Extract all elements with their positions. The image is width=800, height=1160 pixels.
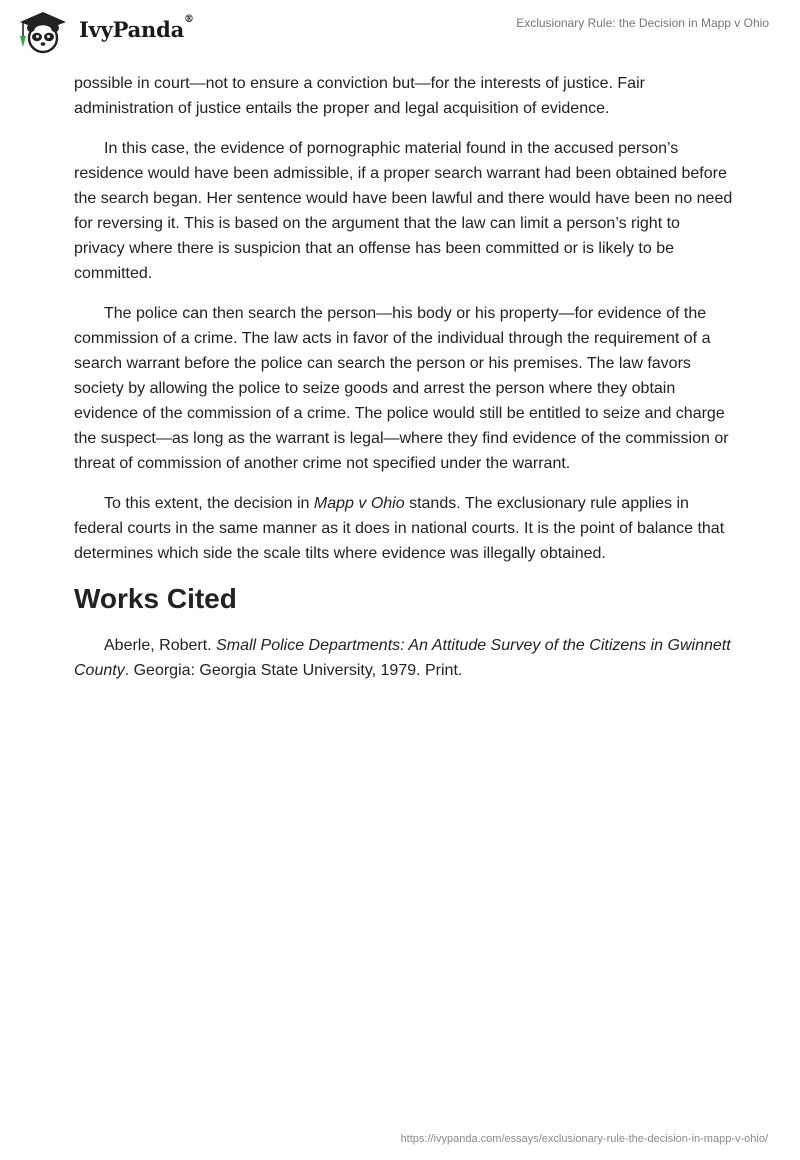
- paragraph-admissibility: In this case, the evidence of pornographic material found in the accused person’s residence would have been admissible, if a proper search warrant had been obtained before the search began. Her sentence would have been lawful and there would have been no need for reversing it. This is based on the argument that the law can limit a person’s right to privacy where there is suspicion that an offense has been committed or is likely to be committed.: [74, 140, 733, 282]
- paragraph-continued: possible in court—not to ensure a conviction but—for the interests of justice. Fair administration of justice entails the proper and legal acquisition of evidence.: [74, 75, 645, 117]
- brand-name[interactable]: IvyPanda®: [79, 14, 194, 42]
- case-name: Mapp v Ohio: [313, 495, 405, 512]
- document-title: Exclusionary Rule: the Decision in Mapp v Ohio: [516, 16, 769, 30]
- citation-entry: Aberle, Robert. Small Police Departments: An Attitude Survey of the Citizens in Gwinnett County. Georgia: Georgia State University, 1979. Print.: [74, 637, 731, 679]
- source-url[interactable]: https://ivypanda.com/essays/exclusionary-rule-the-decision-in-mapp-v-ohio/: [400, 1133, 768, 1145]
- paragraph-police-search: The police can then search the person—his body or his property—for evidence of the commission of a crime. The law acts in favor of the individual through the requirement of a search warrant before the police can search the person or his premises. The law favors society by allowing the police to seize goods and arrest the person where they obtain evidence of the commission of a crime. The police would still be entitled to seize and charge the suspect—as long as the warrant is legal—where they find evidence of the commission or threat of commission of another crime not specified under the warrant.: [74, 305, 729, 472]
- paragraph-conclusion: To this extent, the decision in Mapp v Ohio stands. The exclusionary rule applies in federal courts in the same manner as it does in national courts. It is the point of balance that determines which side the scale tilts where evidence was illegally obtained.: [74, 495, 725, 562]
- page-header: [0, 0, 800, 64]
- panda-graduate-icon[interactable]: [14, 7, 78, 57]
- works-cited-heading: Works Cited: [74, 583, 237, 614]
- citation-title: Small Police Departments: An Attitude Survey of the Citizens in Gwinnett County: [74, 637, 731, 679]
- essay-content: [74, 71, 734, 698]
